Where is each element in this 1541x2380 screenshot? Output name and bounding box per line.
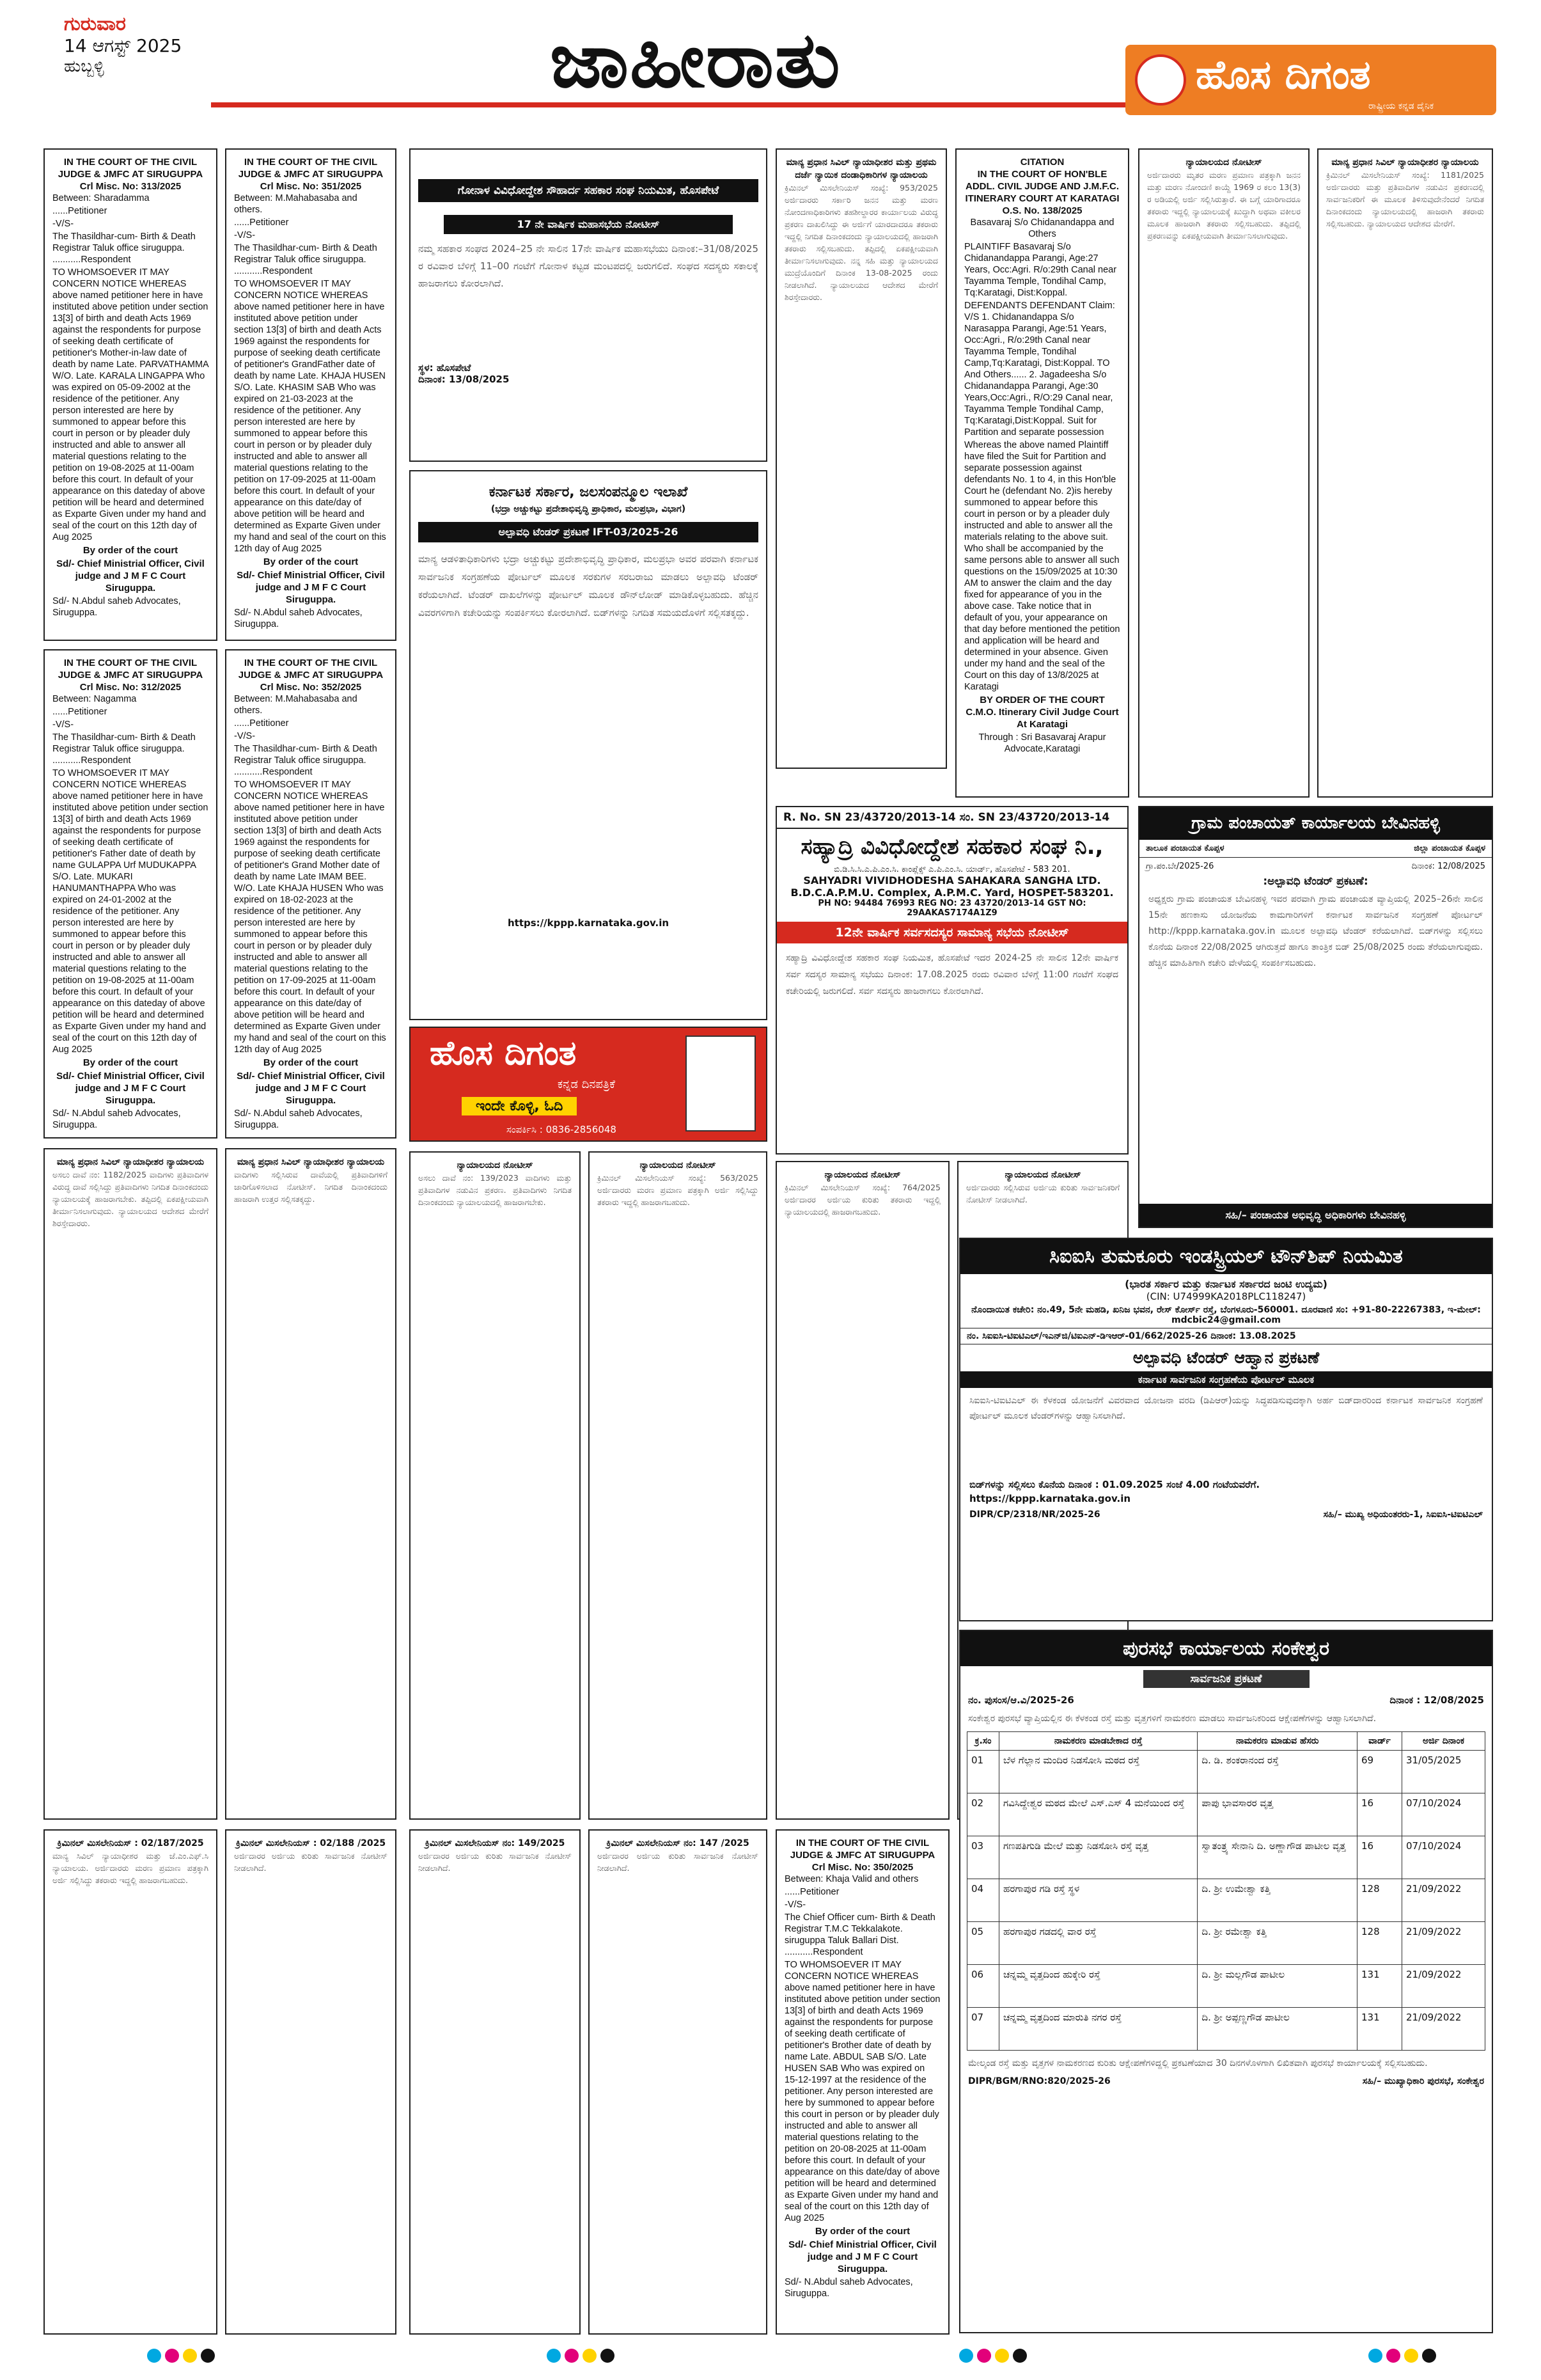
citation-plaintiff: PLAINTIFF Basavaraj S/o Chidanandappa Parangi, Age:27 Years, Occ:Agri. R/o:29th Canal near Tayamma Temple, Tondihal Camp, Tq:Karatagi, Dist:Koppal. [964,242,1117,298]
case-number: Crl Misc. No: 312/2025 [79,682,182,693]
citation-parties: Basavaraj S/o Chidanandappa and Others [970,217,1115,239]
respondent: The Thasildhar-cum- Birth & Death Registrar Taluk office siruguppa. ...........Respondent [52,732,196,766]
table-row [967,1879,1485,1922]
registration-marks-mid [547,2349,614,2363]
registration-marks-right1 [959,2349,1027,2363]
magenta-dot-icon [565,2349,579,2363]
naming-table [967,1731,1485,2051]
ciic-last: ಬಿಡ್‌ಗಳನ್ನು ಸಲ್ಲಿಸಲು ಕೊನೆಯ ದಿನಾಂಕ : 01.09.2025 ಸಂಜೆ 4.00 ಗಂಟೆಯವರೆಗೆ. [969,1479,1260,1490]
kannada-notice-k: ಕ್ರಿಮಿನಲ್ ಮಿಸಲೇನಿಯಸ್ : 02/188 /2025 ಅರ್ಜಿದಾರರ ಅರ್ಜಿಯ ಕುರಿತು ಸಾರ್ವಜನಿಕ ನೋಟೀಸ್ ನೀಡಲಾಗಿದೆ. [225,1829,396,2335]
sahyadri-regno: R. No. SN 23/43720/2013-14 ಸಂ. SN 23/43720/2013-14 [777,807,1127,829]
gonal-body: ನಮ್ಮ ಸಹಕಾರ ಸಂಘದ 2024–25 ನೇ ಸಾಲಿನ 17ನೇ ವಾರ್ಷಿಕ ಮಹಾಸಭೆಯು ದಿನಾಂಕ:–31/08/2025 ರ ರವಿವಾರ ಬೆಳಿಗ್ಗೆ 11–00 ಗಂಟೆಗೆ ಗೋನಾಳ ಕಟ್ಟಡ ಮಂಟಪದಲ್ಲಿ ಜರುಗಲಿದೆ. ಸಂಘದ ಸದಸ್ಯರು ಸಕಾಲಕ್ಕೆ ಹಾಜರಾಗಲು ಕೋರಲಾಗಿದೆ. [418,243,758,289]
ad-tag: ಕನ್ನಡ ದಿನಪತ್ರಿಕೆ [558,1078,616,1091]
gp-heading: :ಅಲ್ಪಾವಧಿ ಟೆಂಡರ್ ಪ್ರಕಟಣೆ: [1263,875,1368,888]
table-cell: 07/10/2024 [1402,1836,1485,1879]
table-cell: 31/05/2025 [1402,1751,1485,1793]
table-row [967,1793,1485,1836]
table-cell: ಬೆಳ ಗೆಲ್ಲಾನ ಮಂದಿರ ನಿಡಸೋಸಿ ಮಠದ ರಸ್ತೆ [999,1751,1198,1793]
table-row [967,1836,1485,1879]
ciic-body: ಸಿಐಐಸಿ-ಟಿಐಟಿಎಲ್ ಈ ಕೆಳಕಂಡ ಯೋಜನೆಗೆ ವಿವರವಾದ ಯೋಜನಾ ವರದಿ (ಡಿಪಿಆರ್)ಯನ್ನು ಸಿದ್ಧಪಡಿಸುವುದಕ್ಕಾಗಿ ಅರ್ಹ ಬಿಡ್‌ದಾರರಿಂದ ಕರ್ನಾಟಕ ಸಾರ್ವಜನಿಕ ಸಂಗ್ರಹಣೆ ಪೋರ್ಟಲ್ ಮೂಲಕ ಟೆಂಡರ್‌ಗಳನ್ನು ಆಹ್ವಾನಿಸಲಾಗಿದೆ. [969,1396,1483,1421]
yellow-dot-icon [995,2349,1009,2363]
petitioner: ......Petitioner [52,206,107,216]
table-cell: ದಿ. ಶ್ರೀ ಅಪ್ಪಣ್ಣಗೌಡ ಪಾಟೀಲ [1198,2008,1357,2051]
court-name: IN THE COURT OF THE CIVIL JUDGE & JMFC AT SIRUGUPPA [58,658,203,681]
kannada-notice-j: ಕ್ರಿಮಿನಲ್ ಮಿಸಲೇನಿಯಸ್ : 02/187/2025 ಮಾನ್ಯ ಸಿವಿಲ್ ನ್ಯಾಯಾಧೀಶರ ಮತ್ತು ಜೆ.ಎಂ.ಎಫ್.ಸಿ ನ್ಯಾಯಾಲಯ. ಅರ್ಜಿದಾರರು ಮರಣ ಪ್ರಮಾಣ ಪತ್ರಕ್ಕಾಗಿ ಅರ್ಜಿ ಸಲ್ಲಿಸಿದ್ದು ತಕರಾರು ಇದ್ದಲ್ಲಿ ಹಾಜರಾಗಬಹುದು. [43,1829,217,2335]
registration-marks-left [147,2349,215,2363]
respondent: The Thasildhar-cum- Birth & Death Registrar Taluk office siruguppa. ...........Respondent [52,232,196,265]
between: Between: Sharadamma [52,193,150,203]
purasabhe-body: ಮೇಲ್ಕಂಡ ರಸ್ತೆ ಮತ್ತು ವೃತ್ತಗಳ ನಾಮಕರಣದ ಕುರಿತು ಆಕ್ಷೇಪಣೆಗಳಿದ್ದಲ್ಲಿ ಪ್ರಕಟಣೆಯಾದ 30 ದಿನಗಳೊಳಗಾಗಿ ಲಿಖಿತವಾಗಿ ಪುರಸಭೆ ಕಾರ್ಯಾಲಯಕ್ಕೆ ಸಲ್ಲಿಸಬಹುದು. [968,2058,1428,2069]
black-dot-icon [1013,2349,1027,2363]
table-cell: 128 [1357,1922,1402,1965]
order: By order of the court [82,545,178,556]
table-cell: 131 [1357,1965,1402,2008]
notice-body: TO WHOMSOEVER IT MAY CONCERN NOTICE WHEREAS above named petitioner here in have instituted above petition under section 13[3] of birth and death Acts 1969 against the respondents for purpose of seeking death certificate of petitioner's Brother date of death by name Late. ABDUL SAB S/O. Late HUSEN SAB Who was expired on 15-12-1997 at the residence of the petitioner. Any person interested are here by summoned to appear before this court in person or by pleader duly instructed and able to answer all material questions relating to the petition on 20-08-2025 at 11-00am before this court. In default of your appearance on this date/day of above petition will be heard and determined as Exparte Given under my hand and seal of the court on this 12th day of Aug 2025 [785,1960,941,2223]
ciic-sign: ಸಹಿ/– ಮುಖ್ಯ ಅಧಿಯಂತರರು-1, ಸಿಐಐಸಿ-ಟಿಐಟಿಎಲ್ [1323,1509,1483,1520]
kannada-notice-h: ನ್ಯಾಯಾಲಯದ ನೋಟೀಸ್ ಕ್ರಿಮಿನಲ್ ಮಿಸಲೇನಿಯಸ್ ಸಂಖ್ಯೆ: 764/2025 ಅರ್ಜಿದಾರರ ಅರ್ಜಿಯ ಕುರಿತು ತಕರಾರು ಇದ್ದಲ್ಲಿ ನ್ಯಾಯಾಲಯದಲ್ಲಿ ಹಾಜರಾಗಬಹುದು. [776,1161,950,1820]
registration-marks-right2 [1368,2349,1436,2363]
order: By order of the court [815,2226,911,2237]
gonal-date: ದಿನಾಂಕ: 13/08/2025 [418,374,510,385]
black-dot-icon [201,2349,215,2363]
newspaper-thumbnail-icon [685,1036,756,1131]
citation-notice [955,148,1129,798]
vs: -V/S- [234,230,256,240]
court-notice-4 [225,649,396,1139]
ad-cta: ಇಂದೇ ಕೊಳ್ಳಿ, ಓದಿ [462,1097,577,1115]
gp-district: ಜಿಲ್ಲಾ ಪಂಚಾಯತ ಕೊಪ್ಪಳ [1414,844,1485,853]
yellow-dot-icon [1404,2349,1418,2363]
purasabhe-intro: ಸಂಕೇಶ್ವರ ಪುರಸಭೆ ವ್ಯಾಪ್ತಿಯಲ್ಲಿನ ಈ ಕೆಳಕಂಡ ರಸ್ತೆ ಮತ್ತು ವೃತ್ತಗಳಿಗೆ ನಾಮಕರಣ ಮಾಡಲು ಸಾರ್ವಜನಿಕರಿಂದ ಆಕ್ಷೇಪಣೆಗಳನ್ನು ಆಹ್ವಾನಿಸಲಾಗಿದೆ. [968,1714,1377,1724]
ciic-sub: (ಭಾರತ ಸರ್ಕಾರ ಮತ್ತು ಕರ್ನಾಟಕ ಸರ್ಕಾರದ ಜಂಟಿ ಉದ್ಯಮ) [1125,1278,1327,1290]
petitioner: ......Petitioner [234,718,289,729]
court-name: IN THE COURT OF THE CIVIL JUDGE & JMFC AT SIRUGUPPA [790,1838,935,1861]
citation-body: Whereas the above named Plaintiff have filed the Suit for Partition and separate possession against defendants No. 1 to 4, in this Hon'ble Court he (defendant No. 2)is hereby summoned to appear before this court in person or by a pleader duly instructed and able to answer all the materials relating to the above suit. Who shall be accompanied by the same persons able to answer all such questions on the 15/09/2025 at 10:30 AM to answer the claim and the day fixed for appearance of you in the above case. Take notice that in default of you, your appearance on that day before mentioned the petition and application will be heard and determined in your absence. Given under my hand and the seal of the Court on this day of 13/8/2025 at Karatagi [964,440,1120,692]
table-cell: ಪಾಪು ಭಾವಸಾರರ ವೃತ್ತ [1198,1793,1357,1836]
vs: -V/S- [234,731,256,741]
kppp-sub: (ಭದ್ರಾ ಅಚ್ಚುಕಟ್ಟು ಪ್ರದೇಶಾಭಿವೃದ್ಧಿ ಪ್ರಾಧಿಕಾರ, ಮಲಪ್ರಭಾ, ವಿಭಾಗ) [490,504,686,514]
between: Between: M.Mahabasaba and others. [234,193,357,215]
kannada-notice-e: ಮಾನ್ಯ ಪ್ರಧಾನ ಸಿವಿಲ್ ನ್ಯಾಯಾಧೀಶರ ನ್ಯಾಯಾಲಯ ವಾದಿಗಳು ಸಲ್ಲಿಸಿರುವ ದಾವೆಯಲ್ಲಿ ಪ್ರತಿವಾದಿಗಳಿಗೆ ಜಾರಿಗೊಳಿಸಲಾದ ನೋಟೀಸ್. ನಿಗದಿತ ದಿನಾಂಕದಂದು ಹಾಜರಾಗಿ ಉತ್ತರ ಸಲ್ಲಿಸತಕ್ಕದ್ದು. [225,1148,396,1820]
signed: Sd/- Chief Ministrial Officer, Civil judge and J M F C Court Siruguppa. [237,1071,385,1106]
table-cell: ಚನ್ನಮ್ಮ ವೃತ್ತದಿಂದ ಮಾರುತಿ ನಗರ ರಸ್ತೆ [999,2008,1198,2051]
ciic-cin: (CIN: U74999KA2018PLC118247) [1146,1291,1306,1302]
purasabhe-number: ನಂ. ಪುಸಂಸ/ಆ.ವಿ/2025-26 [968,1694,1074,1706]
city-label: ಹುಬ್ಬಳ್ಳಿ [64,57,104,76]
between: Between: M.Mahabasaba and others. [234,694,357,716]
vs: -V/S- [52,219,74,229]
sahyadri-address-en: B.D.C.A.P.M.U. Complex, A.P.M.C. Yard, HOSPET-583201. [790,887,1114,899]
section-title: ಜಾಹೀರಾತು [550,16,841,105]
purasabhe-dipr: DIPR/BGM/RNO:820/2025-26 [968,2076,1111,2086]
table-cell: 21/09/2022 [1402,2008,1485,2051]
table-row [967,2008,1485,2051]
sahyadri-body: ಸಹ್ಯಾದ್ರಿ ವಿವಿಧೋದ್ದೇಶ ಸಹಕಾರ ಸಂಘ ನಿಯಮಿತ, ಹೊಸಪೇಟೆ ಇದರ 2024-25 ನೇ ಸಾಲಿನ 12ನೇ ವಾರ್ಷಿಕ ಸರ್ವ ಸದಸ್ಯರ ಸಾಮಾನ್ಯ ಸಭೆಯು ದಿನಾಂಕ: 17.08.2025 ರಂದು ರವಿವಾರ ಬೆಳಿಗ್ಗೆ 11:00 ಗಂಟೆಗೆ ಸಂಘದ ಕಚೇರಿಯಲ್ಲಿ ಜರುಗಲಿದೆ. ಸರ್ವ ಸದಸ್ಯರು ಹಾಜರಾಗಲು ಕೋರಲಾಗಿದೆ. [786,953,1118,997]
order: By order of the court [82,1057,178,1068]
table-cell: ದಿ. ಶ್ರೀ ರಮೇಶ್ವಾ ಕತ್ತಿ [1198,1922,1357,1965]
ciic-ref: ನಂ. ಸಿಐಐಸಿ-ಟಿಐಟಿಎಲ್/ಇಎನ್‌ಜಿ/ಟಿಐಎನ್-ಡಿಇಆರ್-01/662/2025-26 ದಿನಾಂಕ: 13.08.2025 [960,1328,1492,1344]
sahyadri-phone: PH NO: 94484 76993 REG NO: 23 43720/2013-14 GST NO: 29AAKAS7174A1Z9 [818,899,1086,918]
kannada-notice-l: ಕ್ರಿಮಿನಲ್ ಮಿಸಲೇನಿಯಸ್ ನಂ: 149/2025 ಅರ್ಜಿದಾರರ ಅರ್ಜಿಯ ಕುರಿತು ಸಾರ್ವಜನಿಕ ನೋಟೀಸ್ ನೀಡಲಾಗಿದೆ. [409,1829,581,2335]
ad-phone: ಸಂಪರ್ಕಿಸಿ : 0836-2856048 [506,1124,616,1135]
table-header-row [967,1732,1485,1751]
court-name: IN THE COURT OF THE CIVIL JUDGE & JMFC AT SIRUGUPPA [58,157,203,180]
gonal-notice [409,148,767,462]
sahyadri-title-en: SAHYADRI VIVIDHODESHA SAHAKARA SANGHA LTD. [803,874,1101,887]
advocate: Sd/- N.Abdul saheb Advocates, Siruguppa. [785,2277,913,2299]
cyan-dot-icon [147,2349,161,2363]
purasabhe-title: ಪುರಸಭೆ ಕಾರ್ಯಾಲಯ ಸಂಕೇಶ್ವರ [960,1631,1492,1666]
between: Between: Nagamma [52,694,137,704]
purasabhe-notice [959,1630,1493,2333]
purasabhe-date: ದಿನಾಂಕ : 12/08/2025 [1389,1694,1484,1706]
citation-title: CITATION [1020,157,1065,168]
table-cell: 69 [1357,1751,1402,1793]
advocate: Sd/- N.Abdul saheb Advocates, Siruguppa. [234,1108,363,1130]
signed: Sd/- Chief Ministrial Officer, Civil judge and J M F C Court Siruguppa. [237,570,385,605]
court-notice-2 [225,148,396,641]
masthead-name: ಹೊಸ ದಿಗಂತ [1196,51,1371,98]
notice-body: TO WHOMSOEVER IT MAY CONCERN NOTICE WHEREAS above named petitioner here in have instituted above petition under section 13[3] of birth and death Acts 1969 against the respondents for purpose of seeking death certificate of petitioner's Grand Mother date of death by name Late IMAM BEE. W/O. Late KHAJA HUSEN Who was expired on 18-02-2023 at the residence of the petitioner. Any person interested are here by summoned to appear before this court in person or by pleader duly instructed and able to answer all material questions relating to the petition on 17-09-2025 at 11-00am before this court. In default of your appearance on this date/day of above petition will be heard and determined as Exparte Given under my hand and seal of the court on this 12th day of Aug 2025 [234,780,386,1055]
dateline [64,13,211,77]
col-header: ನಾಮಕರಣ ಮಾಡಬೇಕಾದ ರಸ್ತೆ [999,1732,1198,1751]
kannada-notice-c: ಮಾನ್ಯ ಪ್ರಧಾನ ಸಿವಿಲ್ ನ್ಯಾಯಾಧೀಶರ ನ್ಯಾಯಾಲಯ ಕ್ರಿಮಿನಲ್ ಮಿಸಲೇನಿಯಸ್ ಸಂಖ್ಯೆ: 1181/2025 ಅರ್ಜಿದಾರರು ಮತ್ತು ಪ್ರತಿವಾದಿಗಳ ನಡುವಿನ ಪ್ರಕರಣದಲ್ಲಿ ಸಾರ್ವಜನಿಕರಿಗೆ ಈ ಮೂಲಕ ತಿಳಿಸುವುದೇನೆಂದರೆ ನಿಗದಿತ ದಿನಾಂಕದಂದು ನ್ಯಾಯಾಲಯದಲ್ಲಿ ಹಾಜರಾಗಿ ತಕರಾರು ಸಲ್ಲಿಸಬಹುದು. ನ್ಯಾಯಾಲಯದ ಆದೇಶದ ಮೇರೆಗೆ. [1317,148,1493,798]
hosadiganta-ad[interactable] [409,1027,767,1142]
gp-date: ದಿನಾಂಕ: 12/08/2025 [1411,862,1485,871]
ciic-title: ಸಿಐಐಸಿ ತುಮಕೂರು ಇಂಡಸ್ಟ್ರಿಯಲ್ ಟೌನ್‌ಶಿಪ್ ನಿಯಮಿತ [960,1239,1492,1274]
court-notice-3 [43,649,217,1139]
day-label: ಗುರುವಾರ [64,13,126,35]
table-row [967,1751,1485,1793]
col-header: ಅರ್ಜಿ ದಿನಾಂಕ [1402,1732,1485,1751]
kannada-notice-m: ಕ್ರಿಮಿನಲ್ ಮಿಸಲೇನಿಯಸ್ ನಂ: 147 /2025 ಅರ್ಜಿದಾರರ ಅರ್ಜಿಯ ಕುರಿತು ಸಾರ್ವಜನಿಕ ನೋಟೀಸ್ ನೀಡಲಾಗಿದೆ. [588,1829,767,2335]
petitioner: ......Petitioner [234,217,289,228]
ciic-address: ನೊಂದಾಯಿತ ಕಚೇರಿ: ನಂ.49, 5ನೇ ಮಹಡಿ, ಖನಿಜ ಭವನ, ರೇಸ್ ಕೋರ್ಸ್ ರಸ್ತೆ, ಬೆಂಗಳೂರು-560001. ದೂರವಾಣಿ ಸಂ: +91-80-22267383, ಇ-ಮೇಲ್: mdcbic24@gmail.com [971,1305,1481,1325]
ciic-banner: ಅಲ್ಪಾವಧಿ ಟೆಂಡರ್ ಆಹ್ವಾನ ಪ್ರಕಟಣೆ [1132,1348,1320,1367]
case-number: Crl Misc. No: 351/2025 [260,181,362,192]
ciic-url[interactable]: https://kppp.karnataka.gov.in [969,1493,1131,1504]
case-number: Crl Misc. No: 352/2025 [260,682,362,693]
table-cell: 21/09/2022 [1402,1965,1485,2008]
gp-sign: ಸಹಿ/– ಪಂಚಾಯತ ಅಭಿವೃದ್ಧಿ ಅಧಿಕಾರಿಗಳು ಬೇವಿನಹಳ್ಳಿ [1139,1204,1492,1227]
table-cell: 04 [967,1879,999,1922]
magenta-dot-icon [1386,2349,1400,2363]
respondent: The Thasildhar-cum- Birth & Death Registrar Taluk office siruguppa. ...........Respondent [234,243,377,276]
table-cell: 16 [1357,1836,1402,1879]
table-cell: 02 [967,1793,999,1836]
table-cell: ಹರಗಾಪುರ ಗಡಿ ರಸ್ತೆ ಸ್ಥಳ [999,1879,1198,1922]
gonal-title: ಗೋನಾಳ ವಿವಿಧೋದ್ದೇಶ ಸೌಹಾರ್ದ ಸಹಕಾರ ಸಂಘ ನಿಯಮಿತ, ಹೊಸಪೇಟೆ [418,179,758,202]
respondent: The Chief Officer cum- Birth & Death Registrar T.M.C Tekkalakote. siruguppa Taluk Ballari Dist. ...........Respondent [785,1912,935,1957]
table-cell: ದಿ. ಡಿ. ಶಂಕರಾನಂದ ರಸ್ತೆ [1198,1751,1357,1793]
petitioner: ......Petitioner [785,1887,840,1897]
citation-through: Through : Sri Basavaraj Arapur Advocate,Karatagi [978,732,1106,754]
table-cell: ದಿ. ಶ್ರೀ ಮಲ್ಲಗೌಡ ಪಾಟೀಲ [1198,1965,1357,2008]
cyan-dot-icon [959,2349,973,2363]
masthead [1125,45,1496,115]
purasabhe-sign: ಸಹಿ/– ಮುಖ್ಯಾಧಿಕಾರಿ ಪುರಸಭೆ, ಸಂಕೇಶ್ವರ [1362,2076,1484,2086]
notice-body: TO WHOMSOEVER IT MAY CONCERN NOTICE WHEREAS above named petitioner here in have instituted above petition under section 13[3] of birth and death Acts 1969 against the respondents for purpose of seeking death certificate of petitioner's GrandFather date of death by name Late. KHAJA HUSEN S/O. Late. KHASIM SAB Who was expired on 21-03-2023 at the residence of the petitioner. Any person interested are here by summoned to appear before this court in person or by pleader duly instructed and able to answer all material questions relating to the petition on 17-09-2025 at 11-00am before this court. In default of your appearance on this date/day of above petition will be heard and determined as Exparte Given under my hand and seal of the court on this 12th day of Aug 2025 [234,279,386,554]
kannada-notice-d: ಮಾನ್ಯ ಪ್ರಧಾನ ಸಿವಿಲ್ ನ್ಯಾಯಾಧೀಶರ ನ್ಯಾಯಾಲಯ ಅಸಲು ದಾವೆ ನಂ: 1182/2025 ವಾದಿಗಳು ಪ್ರತಿವಾದಿಗಳ ವಿರುದ್ಧ ದಾವೆ ಸಲ್ಲಿಸಿದ್ದು ಪ್ರತಿವಾದಿಗಳು ನಿಗದಿತ ದಿನಾಂಕದಂದು ನ್ಯಾಯಾಲಯಕ್ಕೆ ಹಾಜರಾಗಬೇಕು. ತಪ್ಪಿದಲ್ಲಿ ಏಕಪಕ್ಷೀಯವಾಗಿ ತೀರ್ಮಾನಿಸಲಾಗುವುದು. ನ್ಯಾಯಾಲಯದ ಆದೇಶದ ಮೇರೆಗೆ ಶಿರಸ್ತೇದಾರರು. [43,1148,217,1820]
between: Between: Khaja Valid and others [785,1874,919,1884]
table-cell: 131 [1357,2008,1402,2051]
court-name: IN THE COURT OF THE CIVIL JUDGE & JMFC AT SIRUGUPPA [238,157,384,180]
notice-body: TO WHOMSOEVER IT MAY CONCERN NOTICE WHEREAS above named petitioner here in have instituted above petition under section 13[3] of birth and death Acts 1969 against the respondents for purpose of seeking death certificate of petitioner's Father date of death by name GULAPPA Urf MUDUKAPPA S/O. Late. MUKARI HANUMANTHAPPA Who was expired on 24-01-2002 at the residence of the petitioner. Any person interested are here by summoned to appear before this court in person or by pleader duly instructed and able to answer all material questions relating to the petition on 19-08-2025 at 11-00am before this court. In default of your appearance on this dateday of above petition will be heard and determined as Exparte Given under my hand and seal of the court on this 12th day of Aug 2025 [52,768,208,1055]
cyan-dot-icon [547,2349,561,2363]
sahyadri-title: ಸಹ್ಯಾದ್ರಿ ವಿವಿಧೋದ್ದೇಶ ಸಹಕಾರ ಸಂಘ ನಿ., [801,834,1104,860]
table-cell: 16 [1357,1793,1402,1836]
citation-order: BY ORDER OF THE COURT C.M.O. Itinerary Civil Judge Court At Karatagi [966,695,1119,730]
kannada-notice-g: ನ್ಯಾಯಾಲಯದ ನೋಟೀಸ್ ಕ್ರಿಮಿನಲ್ ಮಿಸಲೇನಿಯಸ್ ಸಂಖ್ಯೆ: 563/2025 ಅರ್ಜಿದಾರರು ಮರಣ ಪ್ರಮಾಣ ಪತ್ರಕ್ಕಾಗಿ ಅರ್ಜಿ ಸಲ್ಲಿಸಿದ್ದು ತಕರಾರು ಇದ್ದಲ್ಲಿ ಹಾಜರಾಗಬಹುದು. [588,1151,767,1820]
kannada-notice-f: ನ್ಯಾಯಾಲಯದ ನೋಟೀಸ್ ಅಸಲು ದಾವೆ ನಂ: 139/2023 ವಾದಿಗಳು ಮತ್ತು ಪ್ರತಿವಾದಿಗಳ ನಡುವಿನ ಪ್ರಕರಣ. ಪ್ರತಿವಾದಿಗಳು ನಿಗದಿತ ದಿನಾಂಕದಂದು ನ್ಯಾಯಾಲಯದಲ್ಲಿ ಹಾಜರಾಗಬೇಕು. [409,1151,581,1820]
gp-body: ಅಧ್ಯಕ್ಷರು ಗ್ರಾಮ ಪಂಚಾಯತ ಬೇವಿನಹಳ್ಳಿ ಇವರ ಪರವಾಗಿ ಗ್ರಾಮ ಪಂಚಾಯತ ವ್ಯಾಪ್ತಿಯಲ್ಲಿ 2025–26ನೇ ಸಾಲಿನ 15ನೇ ಹಣಕಾಸು ಯೋಜನೆಯ ಕಾಮಗಾರಿಗಳಿಗೆ ಕರ್ನಾಟಕ ಸಾರ್ವಜನಿಕ ಸಂಗ್ರಹಣೆ ಪೋರ್ಟಲ್ http://kppp.karnataka.gov.in ಮೂಲಕ ಅಲ್ಪಾವಧಿ ಟೆಂಡರ್ ಕರೆಯಲಾಗಿದೆ. ಬಿಡ್‌ಗಳನ್ನು ಸಲ್ಲಿಸಲು ಕೊನೆಯ ದಿನಾಂಕ 22/08/2025 ಆಗಿರುತ್ತದೆ ಹಾಗೂ ತಾಂತ್ರಿಕ ಬಿಡ್ 25/08/2025 ರಂದು ತೆರೆಯಲಾಗುವುದು. ಹೆಚ್ಚಿನ ಮಾಹಿತಿಗಾಗಿ ಕಚೇರಿ ವೇಳೆಯಲ್ಲಿ ಸಂಪರ್ಕಿಸಬಹುದು. [1148,894,1483,968]
vs: -V/S- [785,1900,806,1910]
advocate: Sd/- N.Abdul saheb Advocates, Siruguppa. [234,608,363,629]
kppp-title: ಕರ್ನಾಟಕ ಸರ್ಕಾರ, ಜಲಸಂಪನ್ಮೂಲ ಇಲಾಖೆ [489,484,688,500]
header [0,0,1541,138]
order: By order of the court [263,1057,359,1068]
table-cell: ಗವಿಸಿದ್ದೇಶ್ವರ ಮಠದ ಮೇಲೆ ಎಸ್.ಎಸ್ 4 ಮನೆಯಿಂದ ರಸ್ತೆ [999,1793,1198,1836]
magenta-dot-icon [977,2349,991,2363]
citation-defendants: DEFENDANTS DEFENDANT Claim: V/S 1. Chidanandappa S/o Narasappa Parangi, Age:51 Years, Occ:Agri., R/o:29th Canal near Tayamma Temple, Tondihal Camp,Tq:Karatagi, Dist:Koppal. TO And Others...... 2. Jagadeesha S/o Chidanandappa Parangi, Age:30 Years,Occ:Agri., R/O:29 Canal near, Tayamma Temple Tondihal Camp, Tq:Karatagi,Dist:Koppal. Suit for Partition and separate possession [964,301,1115,437]
table-cell: ಸ್ವಾತಂತ್ರ್ಯ ಸೇನಾನಿ ದಿ. ಅಣ್ಣಾಗೌಡ ಪಾಟೀಲ ವೃತ್ತ [1198,1836,1357,1879]
citation-case: O.S. No. 138/2025 [1002,205,1083,216]
vs: -V/S- [52,720,74,730]
ad-brand: ಹೊಸ ದಿಗಂತ [430,1034,577,1073]
table-cell: 01 [967,1751,999,1793]
table-cell: 03 [967,1836,999,1879]
table-cell: ಗಣಪತಿಗುಡಿ ಮೇಲೆ ಮತ್ತು ನಿಡಸೋಸಿ ರಸ್ತೆ ವೃತ್ತ [999,1836,1198,1879]
case-number: Crl Misc. No: 313/2025 [79,181,182,192]
table-cell: ದಿ. ಶ್ರೀ ಉಮೇಶ್ವಾ ಕತ್ತಿ [1198,1879,1357,1922]
order: By order of the court [263,556,359,567]
respondent: The Thasildhar-cum- Birth & Death Registrar Taluk office siruguppa. ...........Respondent [234,744,377,777]
kannada-notice-b: ನ್ಯಾಯಾಲಯದ ನೋಟೀಸ್ ಅರ್ಜಿದಾರರು ಮೃತರ ಮರಣ ಪ್ರಮಾಣ ಪತ್ರಕ್ಕಾಗಿ ಜನನ ಮತ್ತು ಮರಣ ನೋಂದಣಿ ಕಾಯ್ದೆ 1969 ರ ಕಲಂ 13(3) ರ ಅಡಿಯಲ್ಲಿ ಅರ್ಜಿ ಸಲ್ಲಿಸಿರುತ್ತಾರೆ. ಈ ಬಗ್ಗೆ ಯಾರಿಗಾದರೂ ತಕರಾರು ಇದ್ದಲ್ಲಿ ನ್ಯಾಯಾಲಯಕ್ಕೆ ಖುದ್ದಾಗಿ ಅಥವಾ ವಕೀಲರ ಮೂಲಕ ಹಾಜರಾಗಿ ತಕರಾರು ಸಲ್ಲಿಸಬಹುದು. ತಪ್ಪಿದಲ್ಲಿ ಪ್ರಕರಣವನ್ನು ಏಕಪಕ್ಷೀಯವಾಗಿ ತೀರ್ಮಾನಿಸಲಾಗುವುದು. [1138,148,1310,798]
masthead-tag: ರಾಷ್ಟ್ರೀಯ ಕನ್ನಡ ದೈನಿಕ [1368,101,1434,111]
sahyadri-address-kn: ಬಿ.ಡಿ.ಸಿ.ಸಿ.ಎ.ಪಿ.ಎಂ.ಸಿ. ಕಾಂಪ್ಲೆಕ್ಸ್ ಎ.ಪಿ.ಎಂ.ಸಿ. ಯಾರ್ಡ್, ಹೊಸಪೇಟೆ - 583 201. [834,865,1070,874]
signed: Sd/- Chief Ministrial Officer, Civil judge and J M F C Court Siruguppa. [56,558,205,594]
gp-number: ಗ್ರಾ.ಪಂ.ಬೇ/2025-26 [1146,862,1214,871]
table-cell: ಚನ್ನಮ್ಮ ವೃತ್ತದಿಂದ ಹುಕ್ಕೇರಿ ರಸ್ತೆ [999,1965,1198,2008]
gonal-place: ಸ್ಥಳ: ಹೊಸಪೇಟೆ [418,362,471,374]
yellow-dot-icon [183,2349,197,2363]
advocate: Sd/- N.Abdul saheb Advocates, Siruguppa. [52,1108,181,1130]
notice-body: TO WHOMSOEVER IT MAY CONCERN NOTICE WHEREAS above named petitioner here in have instituted above petition under section 13[3] of birth and death Acts 1969 against the respondents for purpose of seeking death certificate of petitioner's Mother-in-law date of death by name Late. PARVATHAMMA W/O. Late. KARALA LINGAPPA Who was expired on 05-09-2002 at the residence of the petitioner. Any person interested are here by summoned to appear before this court in person or by pleader duly instructed and able to answer all material questions relating to the petition on 19-08-2025 at 11-00am before this court. In default of your appearance on this dateday of above petition will be heard and determined as Exparte Given under my hand and seal of the court on this 12th day of Aug 2025 [52,267,208,542]
citation-court: IN THE COURT OF HON'BLE ADDL. CIVIL JUDGE AND J.M.F.C. ITINERARY COURT AT KARATAGI [965,169,1120,204]
table-cell: 128 [1357,1879,1402,1922]
ciic-dipr: DIPR/CP/2318/NR/2025-26 [969,1509,1100,1520]
court-notice-5 [776,1829,950,2335]
table-cell: 07 [967,2008,999,2051]
gonal-meeting: 17 ನೇ ವಾರ್ಷಿಕ ಮಹಾಸಭೆಯ ನೋಟೀಸ್ [444,215,733,234]
ciic-notice [959,1238,1493,1621]
table-cell: 05 [967,1922,999,1965]
sahyadri-notice [776,806,1129,1155]
signed: Sd/- Chief Ministrial Officer, Civil judge and J M F C Court Siruguppa. [788,2239,937,2274]
purasabhe-banner: ಸಾರ್ವಜನಿಕ ಪ್ರಕಟಣೆ [1143,1670,1310,1688]
kppp-url[interactable]: https://kppp.karnataka.gov.in [507,917,669,929]
table-cell: ಹರಗಾಪುರ ಗಡದಲ್ಲಿ ವಾರ ರಸ್ತೆ [999,1922,1198,1965]
yellow-dot-icon [583,2349,597,2363]
gram-panchayat-notice [1138,806,1493,1228]
kppp-banner: ಅಲ್ಪಾವಧಿ ಟೆಂಡರ್ ಪ್ರಕಟಣೆ IFT-03/2025-26 [418,522,758,542]
gp-taluk: ತಾಲೂಕ ಪಂಚಾಯತ ಕೊಪ್ಪಳ [1146,844,1224,853]
sahyadri-notice-title: 12ನೇ ವಾರ್ಷಿಕ ಸರ್ವಸದಸ್ಯರ ಸಾಮಾನ್ಯ ಸಭೆಯ ನೋಟೀಸ್ [777,922,1127,943]
cyan-dot-icon [1368,2349,1382,2363]
advocate: Sd/- N.Abdul saheb Advocates, Siruguppa. [52,596,181,618]
col-header: ವಾರ್ಡ್ [1357,1732,1402,1751]
masthead-logo-icon [1135,54,1186,106]
col-header: ನಾಮಕರಣ ಮಾಡುವ ಹೆಸರು [1198,1732,1357,1751]
case-number: Crl Misc. No: 350/2025 [811,1862,914,1873]
col-header: ಕ್ರ.ಸಂ [967,1732,999,1751]
table-cell: 07/10/2024 [1402,1793,1485,1836]
black-dot-icon [1422,2349,1436,2363]
gp-title: ಗ್ರಾಮ ಪಂಚಾಯತ್ ಕಾರ್ಯಾಲಯ ಬೇವಿನಹಳ್ಳಿ [1139,807,1492,840]
table-cell: 21/09/2022 [1402,1879,1485,1922]
kppp-notice [409,470,767,1020]
ciic-sub2: ಕರ್ನಾಟಕ ಸಾರ್ವಜನಿಕ ಸಂಗ್ರಹಣೆಯ ಪೋರ್ಟಲ್ ಮೂಲಕ [960,1371,1492,1388]
table-cell: 21/09/2022 [1402,1922,1485,1965]
table-cell: 06 [967,1965,999,2008]
magenta-dot-icon [165,2349,179,2363]
court-notice-1 [43,148,217,641]
date-label: 14 ಆಗಸ್ಟ್ 2025 [64,35,182,56]
table-row [967,1965,1485,2008]
kppp-body: ಮಾನ್ಯ ಆಡಳಿತಾಧಿಕಾರಿಗಳು ಭದ್ರಾ ಅಚ್ಚುಕಟ್ಟು ಪ್ರದೇಶಾಭಿವೃದ್ಧಿ ಪ್ರಾಧಿಕಾರ, ಮಲಪ್ರಭಾ ಅವರ ಪರವಾಗಿ ಕರ್ನಾಟಕ ಸಾರ್ವಜನಿಕ ಸಂಗ್ರಹಣೆಯ ಪೋರ್ಟಲ್ ಮೂಲಕ ಸರಕುಗಳ ಸರಬರಾಜು ಮಾಡಲು ಅಲ್ಪಾವಧಿ ಟೆಂಡರ್ ಕರೆಯಲಾಗಿದೆ. ಟೆಂಡರ್ ದಾಖಲೆಗಳನ್ನು ಪೋರ್ಟಲ್ ಮೂಲಕ ಡೌನ್‌ಲೋಡ್ ಮಾಡಿಕೊಳ್ಳಬಹುದು. ಹೆಚ್ಚಿನ ವಿವರಗಳಿಗಾಗಿ ಕಚೇರಿಯನ್ನು ಸಂಪರ್ಕಿಸಲು ಕೋರಲಾಗಿದೆ. ಬಿಡ್‌ಗಳನ್ನು ನಿಗದಿತ ಸಮಯದೊಳಗೆ ಸಲ್ಲಿಸತಕ್ಕದ್ದು. [418,553,758,619]
court-name: IN THE COURT OF THE CIVIL JUDGE & JMFC AT SIRUGUPPA [238,658,384,681]
table-row [967,1922,1485,1965]
signed: Sd/- Chief Ministrial Officer, Civil judge and J M F C Court Siruguppa. [56,1071,205,1106]
kannada-notice-a: ಮಾನ್ಯ ಪ್ರಧಾನ ಸಿವಿಲ್ ನ್ಯಾಯಾಧೀಶರ ಮತ್ತು ಪ್ರಥಮ ದರ್ಜೆ ನ್ಯಾಯಿಕ ದಂಡಾಧಿಕಾರಿಗಳ ನ್ಯಾಯಾಲಯ ಕ್ರಿಮಿನಲ್ ಮಿಸಲೇನಿಯಸ್ ಸಂಖ್ಯೆ: 953/2025 ಅರ್ಜಿದಾರರು ಸರ್ಕಾರಿ ಜನನ ಮತ್ತು ಮರಣ ನೋಂದಣಾಧಿಕಾರಿಗಳು ತಹಶೀಲ್ದಾರರ ಕಾರ್ಯಾಲಯ ವಿರುದ್ಧ ಪ್ರಕರಣ ದಾಖಲಿಸಿದ್ದು ಈ ಅರ್ಜಿಗೆ ಯಾರದಾದರೂ ತಕರಾರು ಇದ್ದಲ್ಲಿ ನಿಗದಿತ ದಿನಾಂಕದಂದು ನ್ಯಾಯಾಲಯದಲ್ಲಿ ಹಾಜರಾಗಿ ತಕರಾರು ಸಲ್ಲಿಸಬಹುದು. ತಪ್ಪಿದಲ್ಲಿ ಏಕಪಕ್ಷೀಯವಾಗಿ ತೀರ್ಮಾನಿಸಲಾಗುವುದು. ನನ್ನ ಸಹಿ ಮತ್ತು ನ್ಯಾಯಾಲಯದ ಮುದ್ರೆಯೊಂದಿಗೆ ದಿನಾಂಕ 13-08-2025 ರಂದು ನೀಡಲಾಗಿದೆ. ನ್ಯಾಯಾಲಯದ ಆದೇಶದ ಮೇರೆಗೆ ಶಿರಸ್ತೇದಾರರು. [776,148,947,769]
petitioner: ......Petitioner [52,707,107,717]
black-dot-icon [600,2349,614,2363]
kannada-notice-i: ನ್ಯಾಯಾಲಯದ ನೋಟೀಸ್ ಅರ್ಜಿದಾರರು ಸಲ್ಲಿಸಿರುವ ಅರ್ಜಿಯ ಕುರಿತು ಸಾರ್ವಜನಿಕರಿಗೆ ನೋಟೀಸ್ ನೀಡಲಾಗಿದೆ. [957,1161,1129,1820]
